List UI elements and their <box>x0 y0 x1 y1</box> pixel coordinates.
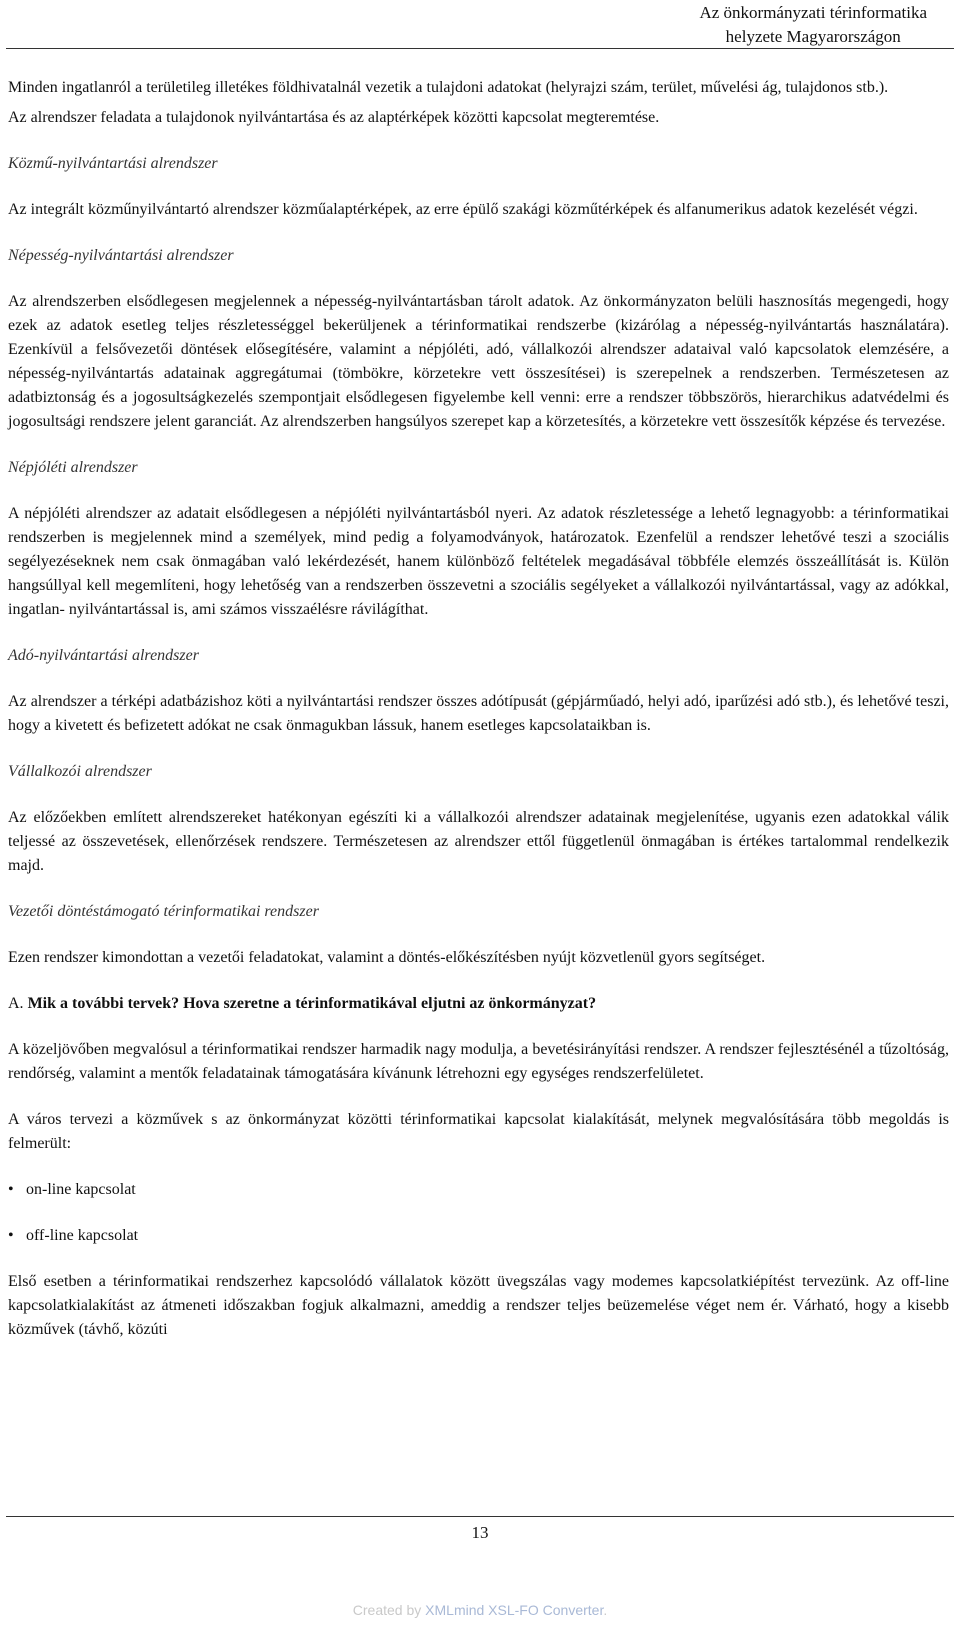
credit-suffix: . <box>603 1602 608 1618</box>
paragraph-subsystem-task: Az alrendszer feladata a tulajdonok nyilvántartása és az alaptérképek közötti kapcsolat megteremtése. <box>8 109 660 126</box>
list-item <box>8 1224 949 1248</box>
connection-options-list <box>8 1178 949 1248</box>
page-number: 13 <box>471 1523 489 1542</box>
converter-credit <box>0 1601 960 1619</box>
heading-nepjoleti: Népjóléti alrendszer <box>8 459 138 476</box>
footer-rule <box>6 1516 954 1517</box>
question-line <box>8 992 949 1016</box>
bullet-icon: • <box>8 1181 14 1198</box>
question-prefix: A. <box>8 995 24 1012</box>
header-rule <box>6 48 954 49</box>
list-item <box>8 1178 949 1202</box>
header-line-2: helyzete Magyarországon <box>725 27 901 46</box>
heading-vezetoi: Vezetői döntéstámogató térinformatikai rendszer <box>8 903 319 920</box>
paragraph-vezetoi: Ezen rendszer kimondottan a vezetői feladatokat, valamint a döntés-előkészítésben nyújt közvetlenül gyors segítséget. <box>8 949 766 966</box>
question-text: Mik a további tervek? Hova szeretne a térinformatikával eljutni az önkormányzat? <box>27 995 597 1012</box>
list-item-label: on-line kapcsolat <box>26 1181 136 1198</box>
paragraph-nepjoleti: A népjóléti alrendszer az adatait elsődlegesen a népjóléti nyilvántartásból nyeri. Az adatok részletessége a lehető legnagyobb: a térinformatikai rendszerben is megjelennek mind a személyek, mind pedig a folyamodványok, határozatok. Ezenfelül a rendszer lehetővé teszi a szociális segélyezéseknek nem csak önmagában való lekérdezését, hanem különböző feltételek megadásával többféle elemzés összeállítását is. Külön hangsúllyal kell megemlíteni, hogy lehetőség van a rendszerben összevetni a szociális segélyeket a vállalkozói nyilvántartással, vagy az adókkal, ingatlan- nyilvántartással is, ami számos visszaélésre rávilágíthat. <box>8 505 949 618</box>
heading-kozmu: Közmű-nyilvántartási alrendszer <box>8 155 218 172</box>
paragraph-ado: Az alrendszer a térképi adatbázishoz köti a nyilvántartási rendszer összes adótípusát (gépjárműadó, helyi adó, iparűzési adó stb.), és lehetővé teszi, hogy a kivetett és befizetett adókat ne csak önmagukban lássuk, hanem esetleges kapcsolataikban is. <box>8 693 949 734</box>
credit-brand: XMLmind XSL-FO Converter <box>425 1602 604 1618</box>
bullet-icon: • <box>8 1227 14 1244</box>
header-line-1: Az önkormányzati térinformatika <box>699 3 927 22</box>
paragraph-nepesseg: Az alrendszerben elsődlegesen megjelennek a népesség-nyilvántartásban tárolt adatok. Az önkormányzaton belüli hasznosítás megengedi, hogy ezek az adatok esetleg teljes részletességgel bekerüljenek a térinformatikai rendszerbe (kizárólag a népesség-nyilvántartás használatára). Ezenkívül a felsővezetői döntések elősegítésére, valamint a népjóléti, adó, vállalkozói alrendszer adataival való kapcsolatok elemzésére, a népesség-nyilvántartás adatainak aggregátumai (tömbökre, körzetekre vett összesítései) is szerepelnek a rendszerben. Természetesen az adatbiztonság és a jogosultságkezelés szempontjait elsődlegesen figyelembe kell venni: erre a rendszer többszörös, hierarchikus adatvédelmi és jogosultsági rendszere jelent garanciát. Az alrendszerben hangsúlyos szerepet kap a körzetesítés, a körzetekre vett összesítők képzése és tervezése. <box>8 293 949 430</box>
credit-prefix: Created by <box>352 1602 426 1618</box>
running-header <box>699 1 927 49</box>
paragraph-future-1: A közeljövőben megvalósul a térinformatikai rendszer harmadik nagy modulja, a bevetésirányítási rendszer. A rendszer fejlesztésénél a tűzoltóság, rendőrség, valamint a mentők feladatainak támogatására kívánunk létrehozni egy egységes rendszerfelületet. <box>8 1041 949 1082</box>
paragraph-vallalkozoi: Az előzőekben említett alrendszereket hatékonyan egészíti ki a vállalkozói alrendszer adatainak megjelenítése, ugyanis ezen adatokkal válik teljessé az összevetések, ellenőrzések rendszere. Természetesen az alrendszer ettől függetlenül önmagában is értékes tartalommal rendelkezik majd. <box>8 809 949 874</box>
paragraph-property-data: Minden ingatlanról a területileg illetékes földhivatalnál vezetik a tulajdoni adatokat (helyrajzi szám, terület, művelési ág, tulajdonos stb.). <box>8 79 889 96</box>
list-item-label: off-line kapcsolat <box>26 1227 139 1244</box>
body-content <box>8 76 949 1342</box>
heading-vallalkozoi: Vállalkozói alrendszer <box>8 763 152 780</box>
heading-nepesseg: Népesség-nyilvántartási alrendszer <box>8 247 234 264</box>
paragraph-last: Első esetben a térinformatikai rendszerhez kapcsolódó vállalatok között üvegszálas vagy modemes kapcsolatkiépítést tervezünk. Az off-line kapcsolatkialakítást az átmeneti időszakban fogjuk alkalmazni, ameddig a rendszer teljes beüzemelése véget nem ér. Várható, hogy a kisebb közművek (távhő, közúti <box>8 1273 949 1338</box>
heading-ado: Adó-nyilvántartási alrendszer <box>8 647 199 664</box>
paragraph-future-2: A város tervezi a közművek s az önkormányzat közötti térinformatikai kapcsolat kialakítását, melynek megvalósítására több megoldás is felmerült: <box>8 1111 949 1152</box>
paragraph-kozmu: Az integrált közműnyilvántartó alrendszer közműalaptérképek, az erre épülő szakági közműtérképek és alfanumerikus adatok kezelését végzi. <box>8 201 918 218</box>
